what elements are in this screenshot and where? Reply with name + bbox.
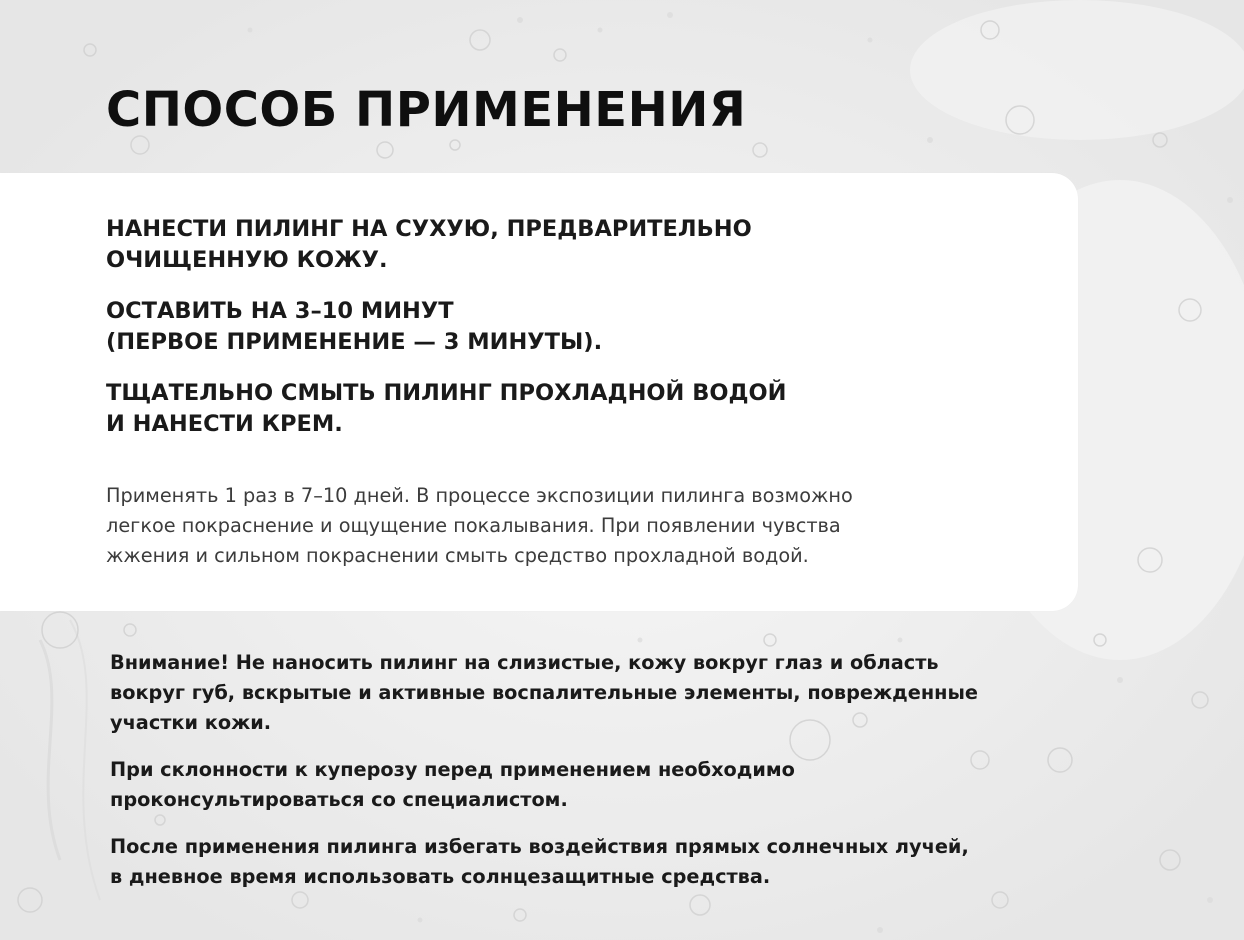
step-rinse: ТЩАТЕЛЬНО СМЫТЬ ПИЛИНГ ПРОХЛАДНОЙ ВОДОЙ И НАНЕСТИ КРЕМ. bbox=[106, 380, 787, 437]
step-apply: НАНЕСТИ ПИЛИНГ НА СУХУЮ, ПРЕДВАРИТЕЛЬНО ОЧИЩЕННУЮ КОЖУ. bbox=[106, 216, 752, 273]
warning-sun: После применения пилинга избегать воздействия прямых солнечных лучей, в дневное время использовать солнцезащитные средства. bbox=[110, 835, 969, 888]
warnings-section bbox=[110, 648, 1110, 909]
page-title: СПОСОБ ПРИМЕНЕНИЯ bbox=[106, 82, 747, 138]
steps-list bbox=[106, 214, 986, 460]
step-wait: ОСТАВИТЬ НА 3–10 МИНУТ (ПЕРВОЕ ПРИМЕНЕНИЕ — 3 МИНУТЫ). bbox=[106, 298, 603, 355]
warning-couperose: При склонности к куперозу перед применением необходимо проконсультироваться со специалистом. bbox=[110, 758, 795, 811]
warning-attention: Внимание! Не наносить пилинг на слизистые, кожу вокруг глаз и область вокруг губ, вскрытые и активные воспалительные элементы, поврежденные участки кожи. bbox=[110, 651, 978, 734]
usage-note: Применять 1 раз в 7–10 дней. В процессе экспозиции пилинга возможно легкое покраснение и ощущение покалывания. При появлении чувства жжения и сильном покраснении смыть средство прохладной водой. bbox=[106, 484, 853, 567]
